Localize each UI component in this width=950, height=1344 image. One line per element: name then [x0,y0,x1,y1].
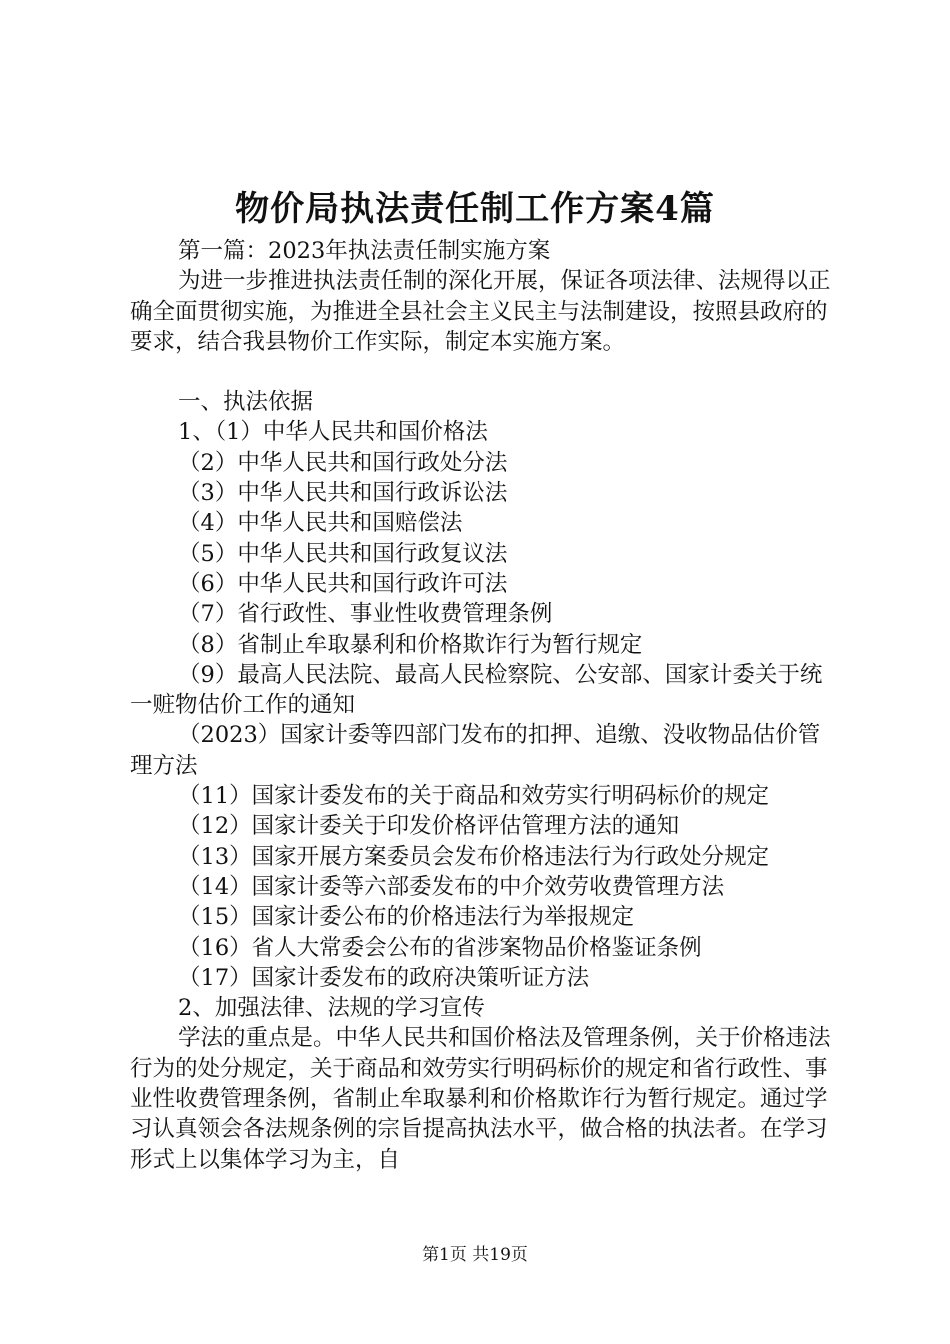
law-item: （8）省制止牟取暴利和价格欺诈行为暂行规定 [178,631,643,658]
law-item: 1、（1）中华人民共和国价格法 [178,419,488,446]
document-body [130,236,840,1175]
law-item: （3）中华人民共和国行政诉讼法 [178,480,508,507]
part2-heading: 2、加强法律、法规的学习宣传 [178,995,485,1022]
law-item: （16）省人大常委会公布的省涉案物品价格鉴证条例 [178,934,702,961]
law-item: （17）国家计委发布的政府决策听证方法 [178,964,590,991]
law-item: （9）最高人民法院、最高人民检察院、公安部、国家计委关于统一赃物估价工作的通知 [130,661,823,719]
page-footer: 第1页 共19页 [422,1245,528,1265]
paragraph-gap [130,357,840,387]
law-item: （15）国家计委公布的价格违法行为举报规定 [178,904,635,931]
section-heading: 第一篇：2023年执法责任制实施方案 [178,238,551,264]
intro-paragraph: 为进一步推进执法责任制的深化开展，保证各项法律、法规得以正确全面贯彻实施，为推进全县社会主义民主与法制建设，按照县政府的要求，结合我县物价工作实际，制定本实施方案。 [130,268,831,355]
law-item: （2023）国家计委等四部门发布的扣押、追缴、没收物品估价管理方法 [130,722,821,779]
law-item: （13）国家开展方案委员会发布价格违法行为行政处分规定 [178,843,770,870]
part2-paragraph: 学法的重点是。中华人民共和国价格法及管理条例，关于价格违法行为的处分规定，关于商品和效劳实行明码标价的规定和省行政性、事业性收费管理条例，省制止牟取暴利和价格欺诈行为暂行规定。通过学习认真领会各法规条例的宗旨提高执法水平，做合格的执法者。在学习形式上以集体学习为主，自 [130,1025,831,1173]
law-item: （14）国家计委等六部委发布的中介效劳收费管理方法 [178,873,725,900]
law-item: （7）省行政性、事业性收费管理条例 [178,601,553,628]
law-item: （12）国家计委关于印发价格评估管理方法的通知 [178,813,680,840]
page-title: 物价局执法责任制工作方案4篇 [235,189,715,229]
law-item: （11）国家计委发布的关于商品和效劳实行明码标价的规定 [178,783,770,810]
law-item: （2）中华人民共和国行政处分法 [178,449,508,476]
law-item: （5）中华人民共和国行政复议法 [178,540,508,567]
part1-heading: 一、执法依据 [178,389,314,416]
law-item: （6）中华人民共和国行政许可法 [178,570,508,597]
law-item: （4）中华人民共和国赔偿法 [178,510,463,537]
